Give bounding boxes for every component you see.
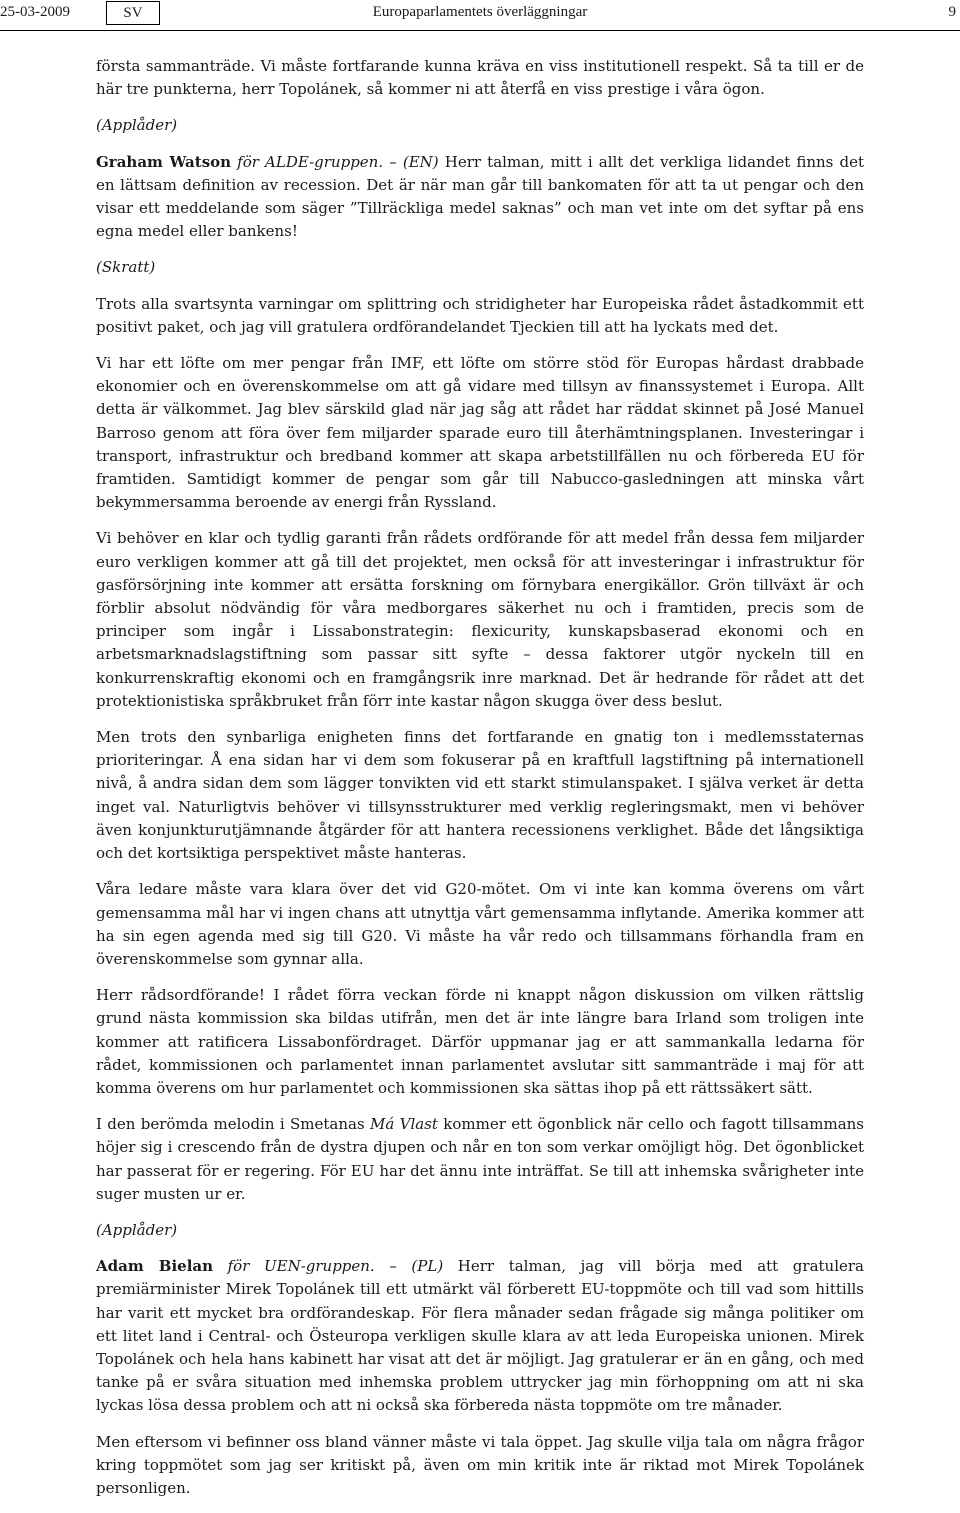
paragraph: Herr rådsordförande! I rådet förra veckan förde ni knappt någon diskussion om vilken rättslig grund nästa kommission ska bildas utifrån, men det är inte längre bara Irland som troligen inte kommer att ratificera Lissabonfördraget. Därför uppmanar jag er att sammankalla ledarna för rådet, kommissionen och parlamentet innan parlamentet avslutar sitt sammanträde i maj för att komma överens om hur parlamentet och kommissionen ska sättas ihop på ett rättssäkert sätt. xyxy=(96,986,864,1097)
speaker-paragraph xyxy=(96,151,864,244)
page-header xyxy=(0,0,960,31)
paragraph-text: I den berömda melodin i Smetanas xyxy=(96,1115,365,1134)
work-title: Má Vlast xyxy=(370,1115,438,1134)
speech-text: Herr talman, mitt i allt det verkliga lidandet finns det en lättsam definition av recession. Det är när man går till bankomaten för att ta ut pengar och den visar ett meddelande som säger ”Tillräckliga medel saknas” och man vet inte om det syftar på ens egna medel eller bankens! xyxy=(96,152,864,241)
speaker-group: för ALDE-gruppen. xyxy=(237,152,384,171)
paragraph: Vi har ett löfte om mer pengar från IMF, ett löfte om större stöd för Europas hårdast drabbade ekonomier och en överenskommelse om att gå vidare med tillsyn av finanssystemet i Europa. Allt detta är välkommet. Jag blev särskild glad när jag såg att rådet har räddat skinnet på José Manuel Barroso genom att föra över fem miljarder sparade euro till återhämtningsplanen. Investeringar i transport, infrastruktur och bredband kommer att skapa arbetstillfällen nu och förbereda EU för framtiden. Samtidigt kommer de pengar som går till Nabucco-gasledningen att minska vårt bekymmersamma beroende av energi från Ryssland. xyxy=(96,354,864,512)
paragraph: Trots alla svartsynta varningar om splittring och stridigheter har Europeiska rådet åstadkommit ett positivt paket, och jag vill gratulera ordförandelandet Tjeckien till att ha lyckats med det. xyxy=(96,294,864,336)
paragraph: Våra ledare måste vara klara över det vid G20-mötet. Om vi inte kan komma överens om vårt gemensamma mål har vi ingen chans att utnyttja vårt gemensamma inflytande. Amerika kommer att ha sin egen agenda med sig till G20. Vi måste ha vår redo och tillsammans förhandla fram en överenskommelse som gynnar alla. xyxy=(96,880,864,968)
speaker-group: för UEN-gruppen. xyxy=(227,1257,375,1276)
page-number: 9 xyxy=(948,4,956,20)
paragraph: första sammanträde. Vi måste fortfarande kunna kräva en viss institutionell respekt. Så ta till er de här tre punkterna, herr Topolánek, så kommer ni att återfå en viss prestige i våra ögon. xyxy=(96,57,864,99)
speaker-name: Adam Bielan xyxy=(96,1257,214,1276)
header-title: Europaparlamentets överläggningar xyxy=(372,4,588,20)
paragraph: Men eftersom vi befinner oss bland vänner måste vi tala öppet. Jag skulle vilja tala om några frågor kring toppmötet som jag ser kritiskt på, även om min kritik inte är riktad mot Mirek Topolánek personligen. xyxy=(96,1432,864,1497)
stage-direction: (Skratt) xyxy=(96,258,156,277)
document-body xyxy=(96,55,864,1513)
speaker-paragraph xyxy=(96,1255,864,1417)
speaker-name: Graham Watson xyxy=(96,152,232,171)
paragraph xyxy=(96,1113,864,1206)
speech-text: Herr talman, jag vill börja med att gratulera premiärminister Mirek Topolánek till ett utmärkt väl förberett EU-toppmöte och till vad som hittills har varit ett mycket bra ordförandeskap. För flera månader sedan frågade sig många politiker om ett litet land i Central- och Östeuropa verkligen skulle klara av att leda Europeiska unionen. Mirek Topolánek och hela hans kabinett har visat att det är möjligt. Jag gratulerar er än en gång, och med tanke på er svåra situation med inhemska problem uttrycker jag min förhoppning om att ni ska lyckas lösa dessa problem och att ni också ska förbereda nästa toppmöte om tre månader. xyxy=(96,1257,865,1415)
paragraph: Men trots den synbarliga enigheten finns det fortfarande en gnatig ton i medlemsstaternas prioriteringar. Å ena sidan har vi dem som fokuserar på en kraftfull lagstiftning på internationell nivå, å andra sidan dem som lägger tonvikten vid ett starkt stimulanspaket. I själva verket är detta inget val. Naturligtvis behöver vi tillsynsstrukturer med verklig regleringsmakt, men vi behöver även konjunkturutjämnande åtgärder för att hantera recessionens verklighet. Både det långsiktiga och det kortsiktiga perspektivet måste hanteras. xyxy=(96,728,864,863)
speaker-language: – (EN) xyxy=(389,152,439,171)
stage-direction: (Applåder) xyxy=(96,1220,178,1239)
stage-direction: (Applåder) xyxy=(96,116,178,135)
language-badge: SV xyxy=(106,1,160,25)
paragraph: Vi behöver en klar och tydlig garanti från rådets ordförande för att medel från dessa fem miljarder euro verkligen kommer att gå till det projektet, men också för att investeringar i infrastruktur för gasförsörjning inte kommer att ersätta forskning om förnybara energikällor. Grön tillväxt är och förblir absolut nödvändig för våra medborgares säkerhet nu och i framtiden, precis som de principer som ingår i Lissabonstrategin: flexicurity, kunskapsbaserad ekonomi och en arbetsmarknadslagstiftning som passar sitt syfte – dessa faktorer utgör nyckeln till en konkurrenskraftig ekonomi och en framgångsrik inre marknad. Det är hedrande för rådet att det protektionistiska språkbruket från förr inte kastar någon skugga över dess beslut. xyxy=(96,529,864,710)
header-date: 25-03-2009 xyxy=(0,4,70,20)
speaker-language: – (PL) xyxy=(389,1257,444,1276)
paragraph-text: kommer ett ögonblick när cello och fagott tillsammans höjer sig i crescendo från de dystra djupen och når en ton som verkar omöjligt hög. Det ögonblicket har passerat för er regering. För EU har det ännu inte inträffat. Se till att inhemska svårigheter inte suger musten ur er. xyxy=(96,1115,864,1203)
